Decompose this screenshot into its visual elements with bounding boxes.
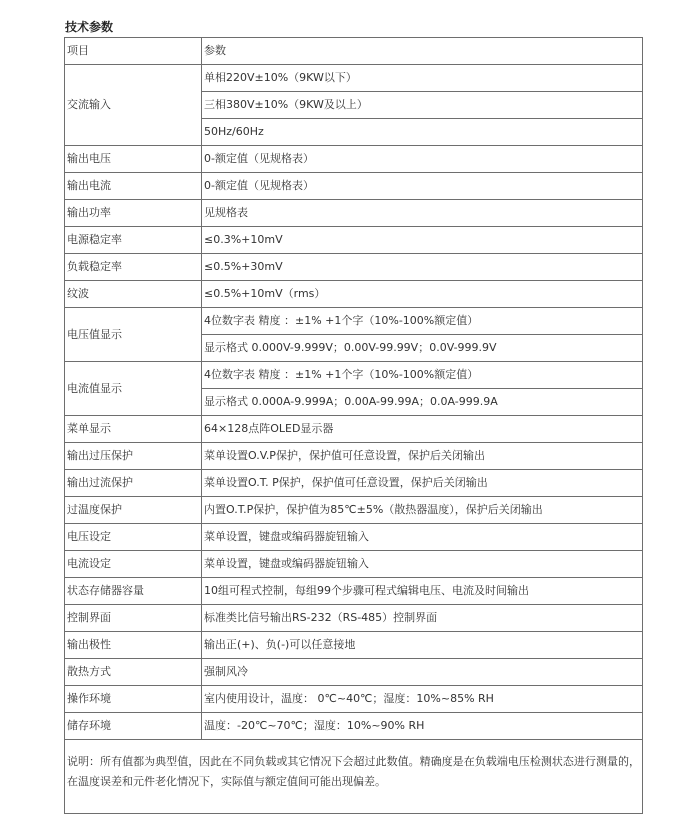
table-row [65, 173, 643, 200]
note-row [65, 740, 643, 814]
item-cell: 状态存储器容量 [65, 578, 202, 605]
table-row [65, 254, 643, 281]
item-cell: 电源稳定率 [65, 227, 202, 254]
param-cell: 菜单设置O.T. P保护，保护值可任意设置，保护后关闭输出 [202, 470, 643, 497]
param-cell: 标准类比信号输出RS-232（RS-485）控制界面 [202, 605, 643, 632]
param-cell: 4位数字表 精度 ：±1% +1个字（10%-100%额定值） [202, 308, 643, 335]
note-text: 说明：所有值都为典型值，因此在不同负载或其它情况下会超过此数值。精确度是在负载端电压检测状态进行测量的，在温度误差和元件老化情况下，实际值与额定值间可能出现偏差。 [65, 740, 643, 814]
table-row [65, 65, 643, 92]
table-row [65, 605, 643, 632]
spec-table [64, 37, 643, 814]
item-cell: 控制界面 [65, 605, 202, 632]
param-cell: 强制风冷 [202, 659, 643, 686]
header-param-cell: 参数 [202, 38, 643, 65]
item-cell: 输出电压 [65, 146, 202, 173]
param-cell: 10组可程式控制，每组99个步骤可程式编辑电压、电流及时间输出 [202, 578, 643, 605]
param-cell: 50Hz/60Hz [202, 119, 643, 146]
table-header-row [65, 38, 643, 65]
item-cell: 负载稳定率 [65, 254, 202, 281]
item-cell: 电流值显示 [65, 362, 202, 416]
item-cell: 过温度保护 [65, 497, 202, 524]
table-row [65, 281, 643, 308]
table-row [65, 578, 643, 605]
table-row [65, 551, 643, 578]
param-cell: 显示格式 0.000V-9.999V；0.00V-99.99V；0.0V-999.9V [202, 335, 643, 362]
param-cell: 0-额定值（见规格表） [202, 173, 643, 200]
table-row [65, 308, 643, 335]
item-cell: 交流输入 [65, 65, 202, 146]
item-cell: 输出电流 [65, 173, 202, 200]
table-row [65, 632, 643, 659]
table-row [65, 443, 643, 470]
item-cell: 电压值显示 [65, 308, 202, 362]
item-cell: 输出过流保护 [65, 470, 202, 497]
item-cell: 输出功率 [65, 200, 202, 227]
param-cell: 菜单设置，键盘或编码器旋钮输入 [202, 524, 643, 551]
param-cell: ≤0.5%+10mV（rms） [202, 281, 643, 308]
param-cell: ≤0.3%+10mV [202, 227, 643, 254]
param-cell: 0-额定值（见规格表） [202, 146, 643, 173]
item-cell: 储存环境 [65, 713, 202, 740]
param-cell: 内置O.T.P保护，保护值为85℃±5%（散热器温度），保护后关闭输出 [202, 497, 643, 524]
table-row [65, 470, 643, 497]
item-cell: 操作环境 [65, 686, 202, 713]
table-row [65, 713, 643, 740]
param-cell: 单相220V±10%（9KW以下） [202, 65, 643, 92]
table-row [65, 146, 643, 173]
item-cell: 散热方式 [65, 659, 202, 686]
table-row [65, 362, 643, 389]
param-cell: 显示格式 0.000A-9.999A；0.00A-99.99A；0.0A-999.9A [202, 389, 643, 416]
table-row [65, 416, 643, 443]
param-cell: ≤0.5%+30mV [202, 254, 643, 281]
table-row [65, 659, 643, 686]
item-cell: 输出过压保护 [65, 443, 202, 470]
table-row [65, 686, 643, 713]
param-cell: 室内使用设计，温度： 0℃~40℃；湿度：10%~85% RH [202, 686, 643, 713]
item-cell: 电流设定 [65, 551, 202, 578]
param-cell: 4位数字表 精度 ：±1% +1个字（10%-100%额定值） [202, 362, 643, 389]
table-row [65, 497, 643, 524]
table-row [65, 524, 643, 551]
section-title: 技术参数 [65, 20, 114, 34]
param-cell: 三相380V±10%（9KW及以上） [202, 92, 643, 119]
param-cell: 菜单设置，键盘或编码器旋钮输入 [202, 551, 643, 578]
param-cell: 见规格表 [202, 200, 643, 227]
item-cell: 菜单显示 [65, 416, 202, 443]
item-cell: 纹波 [65, 281, 202, 308]
param-cell: 菜单设置O.V.P保护，保护值可任意设置，保护后关闭输出 [202, 443, 643, 470]
header-item-cell: 项目 [65, 38, 202, 65]
param-cell: 64×128点阵OLED显示器 [202, 416, 643, 443]
table-row [65, 227, 643, 254]
item-cell: 输出极性 [65, 632, 202, 659]
table-row [65, 200, 643, 227]
param-cell: 输出正(+)、负(-)可以任意接地 [202, 632, 643, 659]
param-cell: 温度：-20℃~70℃；湿度：10%~90% RH [202, 713, 643, 740]
item-cell: 电压设定 [65, 524, 202, 551]
